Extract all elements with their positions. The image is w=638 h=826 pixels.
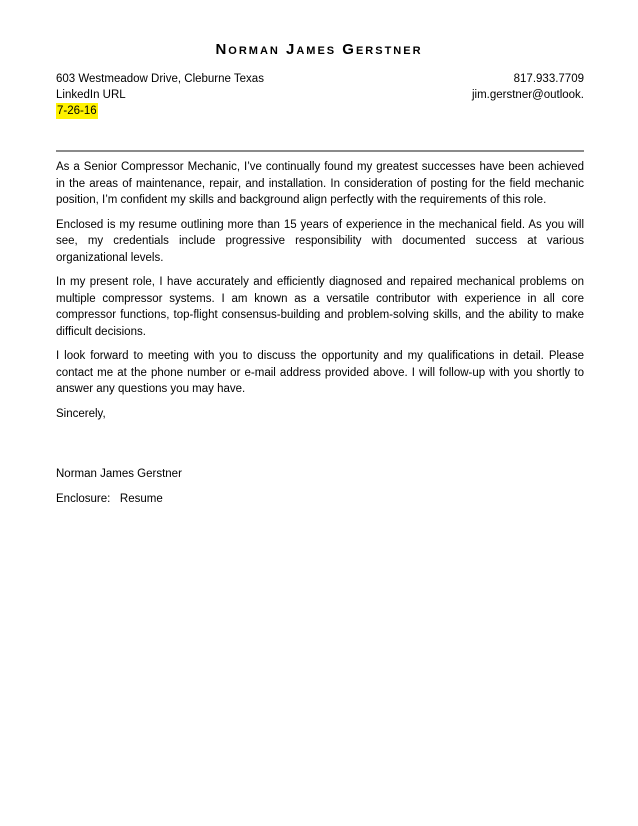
- linkedin-url: LinkedIn URL: [56, 89, 126, 101]
- contact-row-3: [56, 103, 584, 119]
- letter-date: 7-26-16: [57, 105, 97, 117]
- paragraph: I look forward to meeting with you to discuss the opportunity and my qualifications in detail. Please contact me at the phone number or e-mail address provided above. I will follow-up with you shortly to answer any questions you may have.: [56, 350, 584, 395]
- paragraph: As a Senior Compressor Mechanic, I’ve continually found my greatest successes have been achieved in the areas of maintenance, repair, and installation. In consideration of posting for the field mechanic position, I’m confident my skills and background align perfectly with the requirements of this role.: [56, 161, 584, 206]
- enclosure: Enclosure: Resume: [56, 492, 163, 505]
- header-divider: [56, 150, 584, 152]
- address: 603 Westmeadow Drive, Cleburne Texas: [56, 73, 264, 85]
- signature-name: Norman James Gerstner: [56, 468, 182, 480]
- contact-block: [56, 71, 584, 119]
- paragraph: Enclosed is my resume outlining more than 15 years of experience in the mechanical field. As you will see, my credentials include progressive responsibility with documented success at various organizational levels.: [56, 218, 584, 264]
- paragraph: In my present role, I have accurately and efficiently diagnosed and repaired mechanical problems on multiple compressor systems. I am known as a versatile contributor with experience in all core compressor functions, top-flight consensus-building and problem-solving skills, and the ability to make difficult decisions.: [56, 276, 584, 338]
- contact-row-1: [56, 71, 584, 87]
- phone: 817.933.7709: [513, 73, 584, 85]
- email: jim.gerstner@outlook.: [471, 89, 584, 101]
- applicant-name: Norman James Gerstner: [215, 41, 423, 58]
- contact-row-2: [56, 87, 584, 103]
- letter-body: [56, 159, 584, 515]
- closing: Sincerely,: [56, 407, 106, 420]
